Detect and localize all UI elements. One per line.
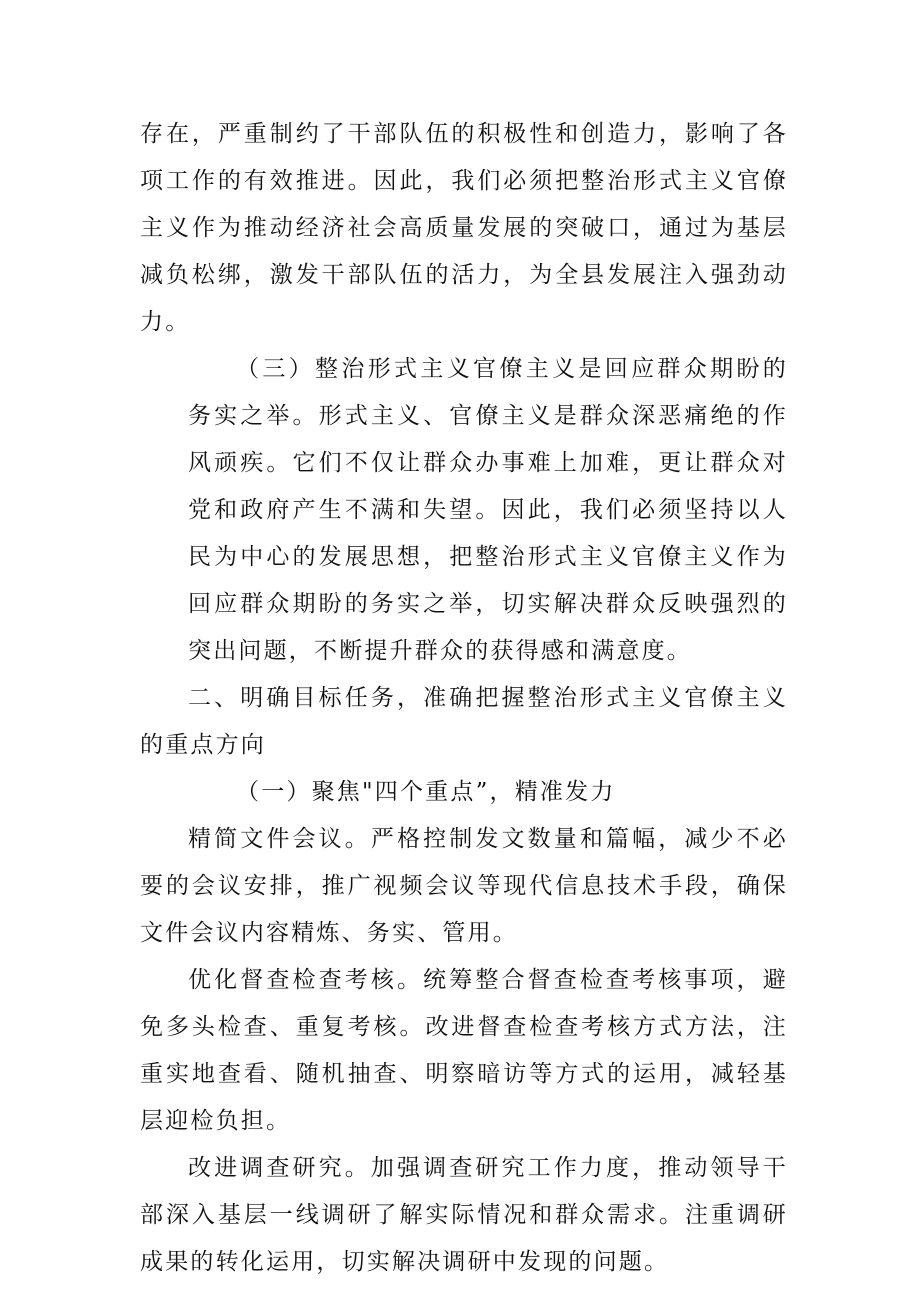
document-body	[140, 111, 788, 1286]
paragraph-point-three: （三）整治形式主义官僚主义是回应群众期盼的务实之举。形式主义、官僚主义是群众深恶痛绝的作风顽疾。它们不仅让群众办事难上加难，更让群众对党和政府产生不满和失望。因此，我们必须坚持以人民为中心的发展思想，把整治形式主义官僚主义作为回应群众期盼的务实之举，切实解决群众反映强烈的突出问题，不断提升群众的获得感和满意度。	[188, 356, 788, 664]
subsection-heading-one: （一）聚焦"四个重点”，精准发力	[236, 779, 616, 805]
paragraph-continuation: 存在，严重制约了干部队伍的积极性和创造力，影响了各项工作的有效推进。因此，我们必须把整治形式主义官僚主义作为推动经济社会高质量发展的突破口，通过为基层减负松绑，激发干部队伍的活力，为全县发展注入强劲动力。	[140, 121, 788, 335]
section-heading-two: 二、明确目标任务，准确把握整治形式主义官僚主义的重点方向	[140, 685, 788, 758]
paragraph-improve-research: 改进调查研究。加强调查研究工作力度，推动领导干部深入基层一线调研了解实际情况和群众需求。注重调研成果的转化运用，切实解决调研中发现的问题。	[140, 1155, 788, 1275]
paragraph-streamline-meetings: 精简文件会议。严格控制发文数量和篇幅，减少不必要的会议安排，推广视频会议等现代信息技术手段，确保文件会议内容精炼、务实、管用。	[140, 826, 788, 946]
paragraph-optimize-inspection: 优化督查检查考核。统筹整合督查检查考核事项，避免多头检查、重复考核。改进督查检查考核方式方法，注重实地查看、随机抽查、明察暗访等方式的运用，减轻基层迎检负担。	[140, 967, 788, 1134]
